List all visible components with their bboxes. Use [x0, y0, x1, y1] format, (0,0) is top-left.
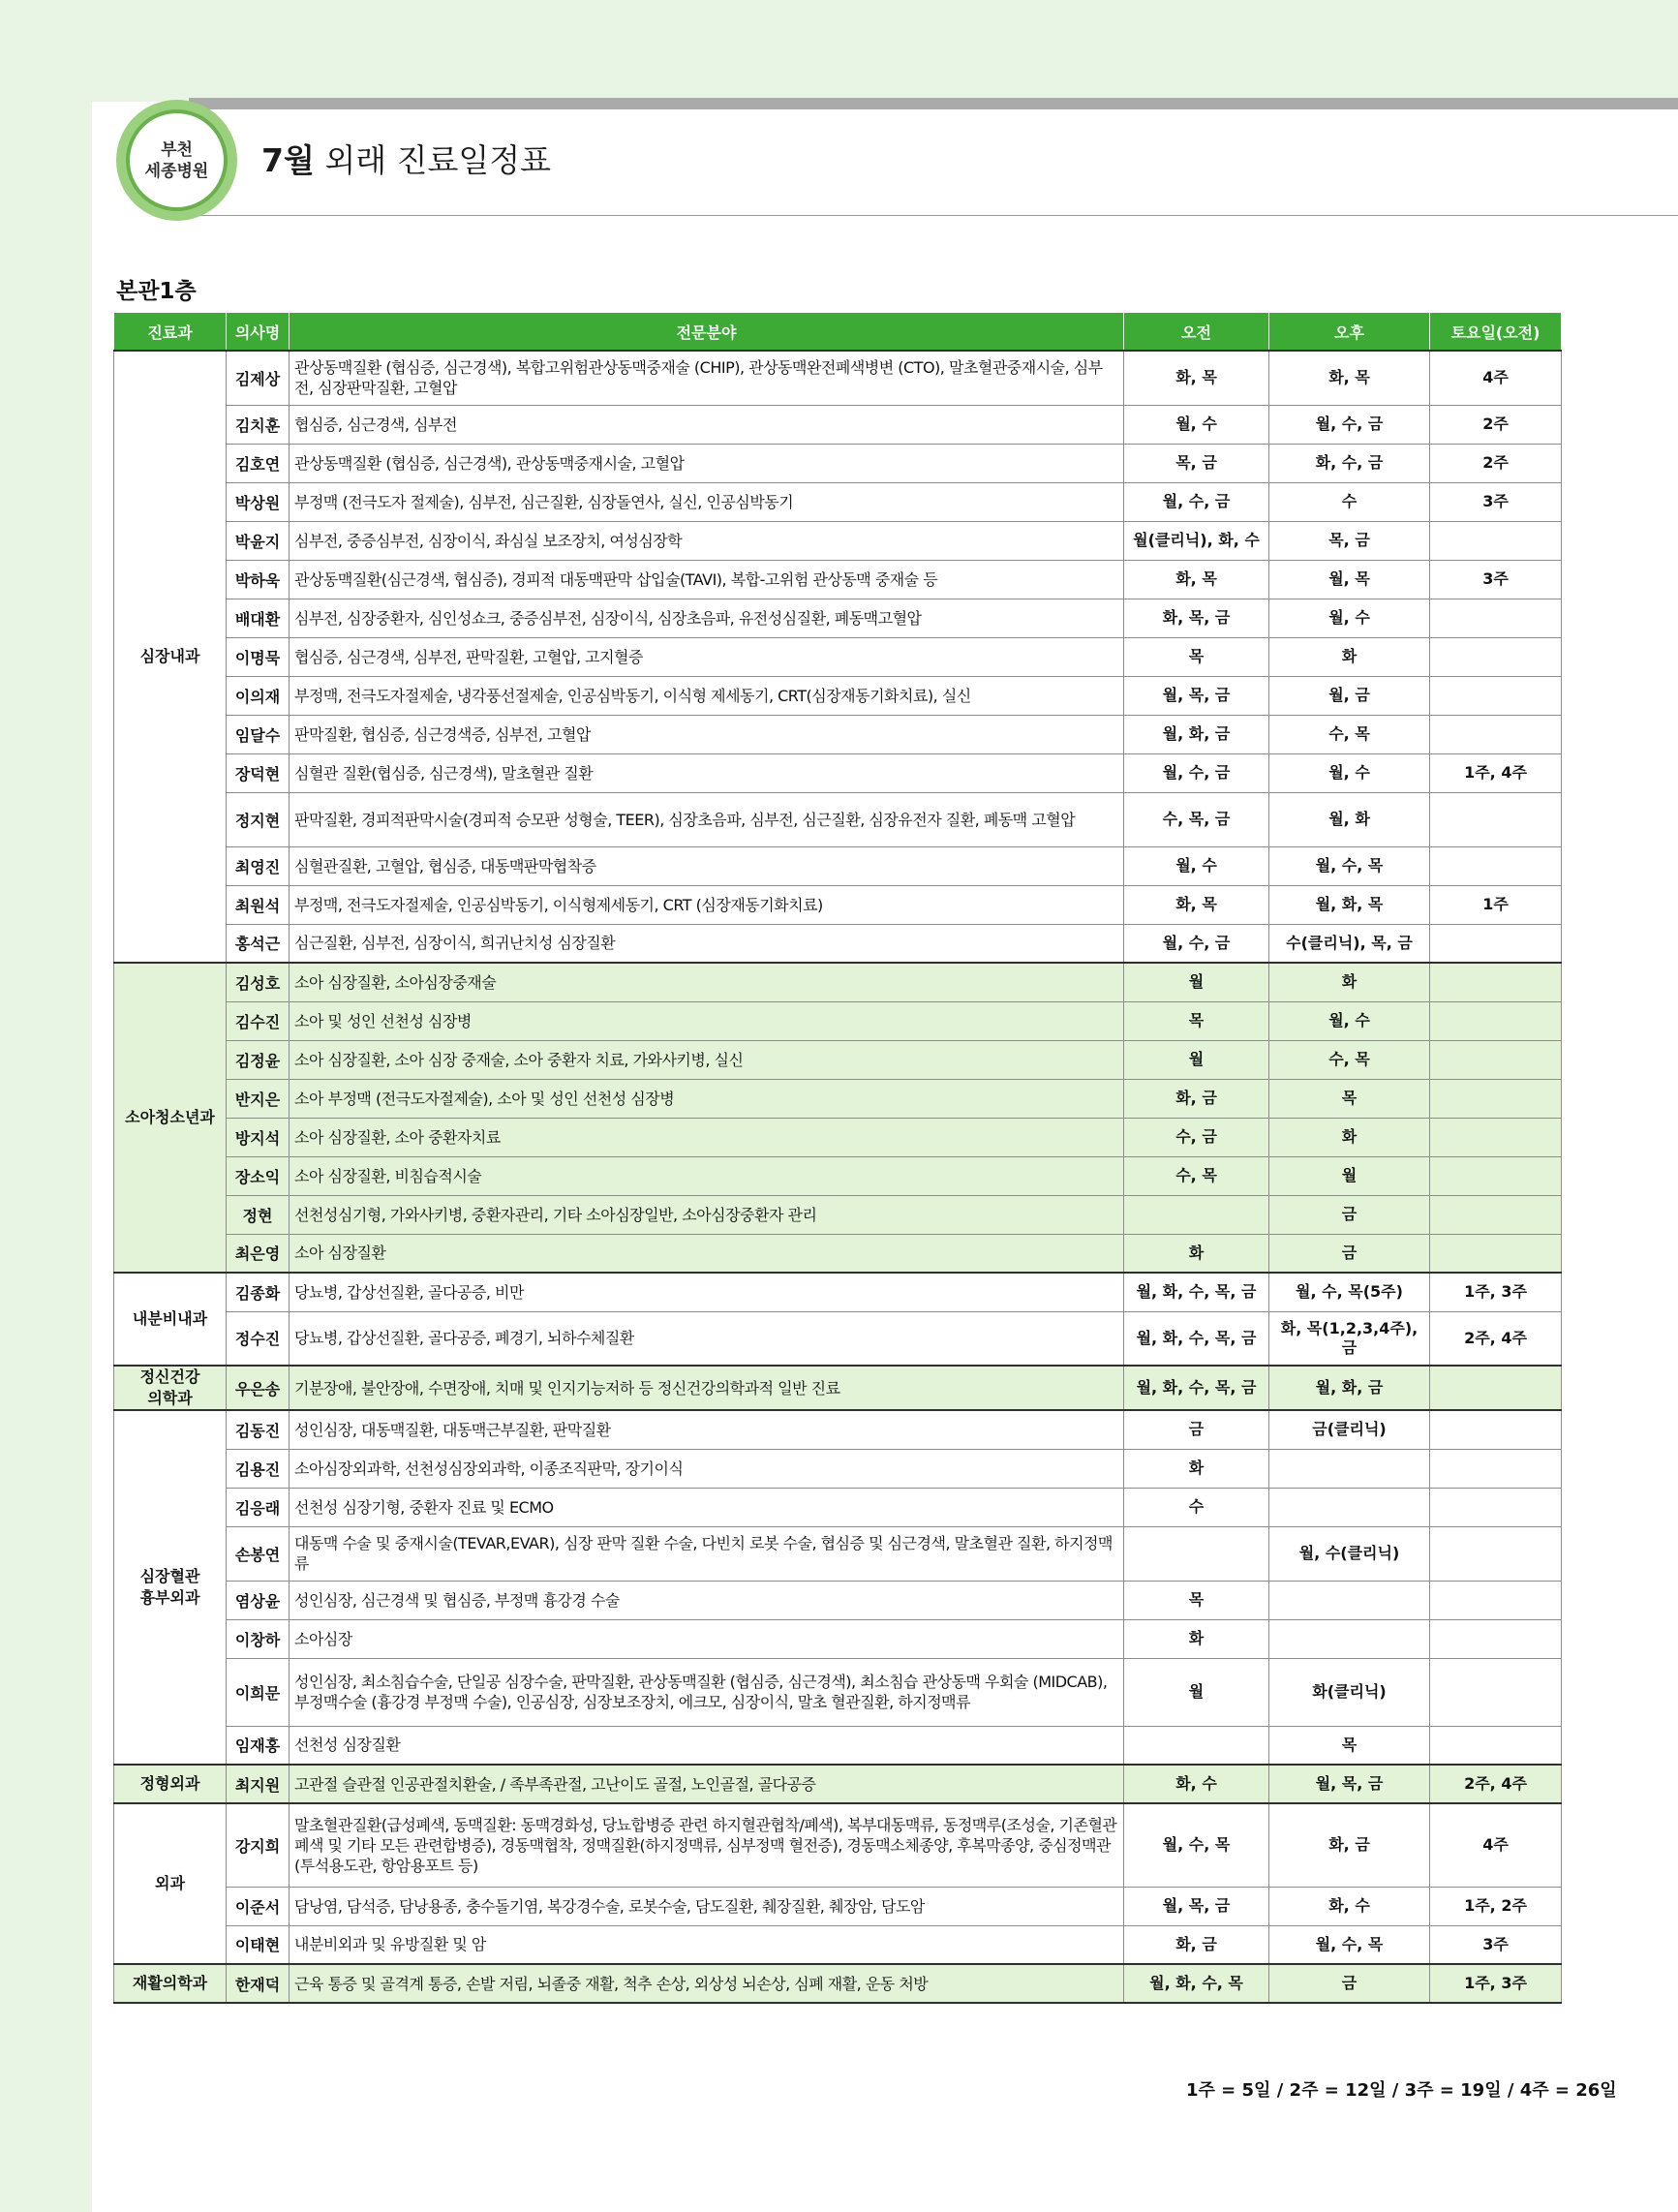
doctor-name: 최영진: [227, 846, 290, 885]
doctor-name: 김수진: [227, 1001, 290, 1040]
specialty-text: 성인심장, 최소침습수술, 단일공 심장수술, 판막질환, 관상동맥질환 (협심증, 심근경색), 최소침습 관상동맥 우회술 (MIDCAB), 부정맥수술 (흉강경 부정맥 수술), 인공심장, 심장보조장치, 에크모, 심장이식, 말초 혈관질환, 하지정맥류: [290, 1658, 1124, 1726]
specialty-text: 말초혈관질환(급성폐색, 동맥질환: 동맥경화성, 당뇨합병증 관련 하지혈관협착/폐색), 복부대동맥류, 동정맥루(조성술, 기존혈관폐색 및 기타 모든 관련합병증), 경동맥협착, 정맥질환(하지정맥류, 심부정맥 혈전증), 경동맥소체종양, 후복막종양, 중심정맥관(투석용도관, 항암용포트 등): [290, 1803, 1124, 1887]
specialty-text: 부정맥, 전극도자절제술, 냉각풍선절제술, 인공심박동기, 이식형 제세동기, CRT(심장재동기화치료), 실신: [290, 676, 1124, 715]
table-row: [114, 1581, 1562, 1619]
saturday-weeks: [1430, 1118, 1562, 1156]
am-days: 화, 수: [1124, 1765, 1269, 1803]
saturday-weeks: 3주: [1430, 482, 1562, 521]
pm-days: 월, 수, 목: [1269, 846, 1430, 885]
am-days: 월: [1124, 963, 1269, 1001]
table-row: [114, 599, 1562, 637]
am-days: 월(클리닉), 화, 수: [1124, 521, 1269, 560]
pm-days: 월, 화: [1269, 792, 1430, 846]
specialty-text: 소아 및 성인 선천성 심장병: [290, 1001, 1124, 1040]
saturday-weeks: [1430, 715, 1562, 753]
saturday-weeks: 2주: [1430, 405, 1562, 444]
pm-days: 목, 금: [1269, 521, 1430, 560]
doctor-name: 김성호: [227, 963, 290, 1001]
table-row: [114, 1366, 1562, 1410]
pm-days: 목: [1269, 1726, 1430, 1765]
table-row: [114, 676, 1562, 715]
specialty-text: 성인심장, 심근경색 및 협심증, 부정맥 흉강경 수술: [290, 1581, 1124, 1619]
table-header-row: [114, 313, 1562, 352]
pm-days: 월, 화, 금: [1269, 1366, 1430, 1410]
pm-days: 월, 수, 금: [1269, 405, 1430, 444]
table-row: [114, 1079, 1562, 1118]
specialty-text: 소아심장외과학, 선천성심장외과학, 이종조직판막, 장기이식: [290, 1449, 1124, 1488]
table-row: [114, 444, 1562, 482]
table-row: [114, 924, 1562, 963]
am-days: 월, 목, 금: [1124, 1887, 1269, 1925]
am-days: 금: [1124, 1410, 1269, 1449]
am-days: 화: [1124, 1234, 1269, 1273]
table-row: [114, 1311, 1562, 1366]
dept-cell: [114, 1366, 227, 1410]
table-row: [114, 1410, 1562, 1449]
doctor-name: 임달수: [227, 715, 290, 753]
am-days: [1124, 1726, 1269, 1765]
pm-days: 월, 수: [1269, 753, 1430, 792]
dept-cell: [114, 1273, 227, 1366]
pm-days: 월, 수, 목: [1269, 1925, 1430, 1964]
saturday-weeks: [1430, 1581, 1562, 1619]
header-divider: [189, 215, 1678, 216]
pm-days: [1269, 1449, 1430, 1488]
specialty-text: 심혈관질환, 고혈압, 협심증, 대동맥판막협착증: [290, 846, 1124, 885]
dept-cell: [114, 1765, 227, 1803]
saturday-weeks: 3주: [1430, 560, 1562, 599]
table-row: [114, 1887, 1562, 1925]
hospital-badge: [116, 100, 237, 221]
am-days: 월, 수: [1124, 405, 1269, 444]
doctor-name: 김동진: [227, 1410, 290, 1449]
title-rest: 외래 진료일정표: [314, 141, 551, 179]
specialty-text: 관상동맥질환 (협심증, 심근경색), 관상동맥중재시술, 고혈압: [290, 444, 1124, 482]
specialty-text: 소아 심장질환, 소아 중환자치료: [290, 1118, 1124, 1156]
pm-days: 화, 금: [1269, 1803, 1430, 1887]
pm-days: 화: [1269, 637, 1430, 676]
doctor-name: 최지원: [227, 1765, 290, 1803]
header-bar: [189, 98, 1678, 109]
doctor-name: 정지현: [227, 792, 290, 846]
hospital-name-line2: 세종병원: [144, 161, 209, 181]
saturday-weeks: 4주: [1430, 1803, 1562, 1887]
specialty-text: 기분장애, 불안장애, 수면장애, 치매 및 인지기능저하 등 정신건강의학과적 일반 진료: [290, 1366, 1124, 1410]
specialty-text: 대동맥 수술 및 중재시술(TEVAR,EVAR), 심장 판막 질환 수술, 다빈치 로봇 수술, 협심증 및 심근경색, 말초혈관 질환, 하지정맥류: [290, 1526, 1124, 1581]
table-row: [114, 1488, 1562, 1526]
saturday-weeks: 1주: [1430, 885, 1562, 924]
am-days: 수, 금: [1124, 1118, 1269, 1156]
table-row: [114, 1001, 1562, 1040]
doctor-name: 김치훈: [227, 405, 290, 444]
specialty-text: 선천성 심장기형, 중환자 진료 및 ECMO: [290, 1488, 1124, 1526]
table-row: [114, 1765, 1562, 1803]
specialty-text: 협심증, 심근경색, 심부전, 판막질환, 고혈압, 고지혈증: [290, 637, 1124, 676]
saturday-weeks: 1주, 4주: [1430, 753, 1562, 792]
table-row: [114, 1040, 1562, 1079]
table-row: [114, 1726, 1562, 1765]
saturday-weeks: [1430, 1234, 1562, 1273]
pm-days: [1269, 1488, 1430, 1526]
title-month: 7월: [261, 141, 315, 179]
pm-days: 월, 목, 금: [1269, 1765, 1430, 1803]
am-days: 화, 목: [1124, 351, 1269, 405]
pm-days: 월, 수(클리닉): [1269, 1526, 1430, 1581]
page-title: [261, 136, 551, 181]
pm-days: 월: [1269, 1156, 1430, 1195]
pm-days: 화, 수, 금: [1269, 444, 1430, 482]
doctor-name: 김제상: [227, 351, 290, 405]
header-am: 오전: [1124, 313, 1269, 352]
doctor-name: 반지은: [227, 1079, 290, 1118]
dept-name: 정형외과: [139, 1774, 200, 1793]
dept-name: 정신건강: [139, 1367, 200, 1386]
pm-days: [1269, 1619, 1430, 1658]
table-row: [114, 1526, 1562, 1581]
saturday-weeks: [1430, 1195, 1562, 1234]
table-row: [114, 1156, 1562, 1195]
saturday-weeks: [1430, 1410, 1562, 1449]
pm-days: 월, 화, 목: [1269, 885, 1430, 924]
table-row: [114, 1803, 1562, 1887]
specialty-text: 고관절 슬관절 인공관절치환술, / 족부족관절, 고난이도 골절, 노인골절, 골다공증: [290, 1765, 1124, 1803]
doctor-name: 이준서: [227, 1887, 290, 1925]
specialty-text: 심부전, 중증심부전, 심장이식, 좌심실 보조장치, 여성심장학: [290, 521, 1124, 560]
table-row: [114, 637, 1562, 676]
saturday-weeks: [1430, 1619, 1562, 1658]
table-row: [114, 1449, 1562, 1488]
am-days: 월, 화, 금: [1124, 715, 1269, 753]
doctor-name: 방지석: [227, 1118, 290, 1156]
am-days: [1124, 1195, 1269, 1234]
pm-days: 화, 목: [1269, 351, 1430, 405]
saturday-weeks: [1430, 1449, 1562, 1488]
specialty-text: 소아 부정맥 (전극도자절제술), 소아 및 성인 선천성 심장병: [290, 1079, 1124, 1118]
am-days: 화: [1124, 1619, 1269, 1658]
doctor-name: 염상윤: [227, 1581, 290, 1619]
am-days: 월, 수, 금: [1124, 924, 1269, 963]
saturday-weeks: [1430, 599, 1562, 637]
dept-cell: [114, 1410, 227, 1765]
pm-days: 화, 수: [1269, 1887, 1430, 1925]
dept-cell: [114, 1803, 227, 1964]
saturday-weeks: [1430, 792, 1562, 846]
doctor-name: 박하욱: [227, 560, 290, 599]
am-days: 화: [1124, 1449, 1269, 1488]
header-saturday: 토요일(오전): [1430, 313, 1562, 352]
am-days: 수, 목: [1124, 1156, 1269, 1195]
table-row: [114, 521, 1562, 560]
am-days: 월, 수, 금: [1124, 482, 1269, 521]
table-row: [114, 1273, 1562, 1311]
dept-name: 흉부외과: [139, 1588, 200, 1607]
dept-name: 심장내과: [139, 647, 200, 665]
dept-cell: [114, 963, 227, 1273]
saturday-weeks: [1430, 1040, 1562, 1079]
dept-name: 의학과: [147, 1389, 193, 1407]
specialty-text: 소아 심장질환, 소아심장중재술: [290, 963, 1124, 1001]
dept-name: 소아청소년과: [125, 1108, 215, 1126]
saturday-weeks: [1430, 1079, 1562, 1118]
doctor-name: 이희문: [227, 1658, 290, 1726]
table-row: [114, 846, 1562, 885]
am-days: 목, 금: [1124, 444, 1269, 482]
doctor-name: 손봉연: [227, 1526, 290, 1581]
header-doctor: 의사명: [227, 313, 290, 352]
pm-days: 화(클리닉): [1269, 1658, 1430, 1726]
dept-cell: [114, 351, 227, 963]
am-days: 화, 금: [1124, 1079, 1269, 1118]
saturday-weeks: [1430, 924, 1562, 963]
doctor-name: 이창하: [227, 1619, 290, 1658]
saturday-weeks: [1430, 1526, 1562, 1581]
am-days: 목: [1124, 1581, 1269, 1619]
dept-cell: [114, 1964, 227, 2003]
week-footnote: 1주 = 5일 / 2주 = 12일 / 3주 = 19일 / 4주 = 26일: [1186, 2080, 1617, 2101]
table-row: [114, 753, 1562, 792]
saturday-weeks: 2주, 4주: [1430, 1765, 1562, 1803]
pm-days: 화: [1269, 1118, 1430, 1156]
specialty-text: 성인심장, 대동맥질환, 대동맥근부질환, 판막질환: [290, 1410, 1124, 1449]
section-heading: 본관1층: [116, 279, 197, 304]
am-days: 화, 금: [1124, 1925, 1269, 1964]
saturday-weeks: [1430, 1658, 1562, 1726]
doctor-name: 우은송: [227, 1366, 290, 1410]
am-days: 월, 화, 수, 목, 금: [1124, 1311, 1269, 1366]
am-days: 월, 화, 수, 목: [1124, 1964, 1269, 2003]
saturday-weeks: [1430, 1156, 1562, 1195]
table-row: [114, 1118, 1562, 1156]
am-days: 월, 목, 금: [1124, 676, 1269, 715]
hospital-name-line1: 부천: [161, 139, 193, 160]
doctor-name: 최은영: [227, 1234, 290, 1273]
saturday-weeks: [1430, 1488, 1562, 1526]
doctor-name: 김종화: [227, 1273, 290, 1311]
doctor-name: 이태현: [227, 1925, 290, 1964]
doctor-name: 김정윤: [227, 1040, 290, 1079]
pm-days: 화, 목(1,2,3,4주), 금: [1269, 1311, 1430, 1366]
table-row: [114, 560, 1562, 599]
specialty-text: 소아 심장질환, 비침습적시술: [290, 1156, 1124, 1195]
pm-days: 화: [1269, 963, 1430, 1001]
pm-days: [1269, 1581, 1430, 1619]
table-row: [114, 405, 1562, 444]
am-days: 월: [1124, 1040, 1269, 1079]
header-specialty: 전문분야: [290, 313, 1124, 352]
am-days: 화, 목, 금: [1124, 599, 1269, 637]
doctor-name: 이명묵: [227, 637, 290, 676]
specialty-text: 판막질환, 협심증, 심근경색증, 심부전, 고혈압: [290, 715, 1124, 753]
specialty-text: 내분비외과 및 유방질환 및 암: [290, 1925, 1124, 1964]
am-days: 월, 수: [1124, 846, 1269, 885]
specialty-text: 부정맥, 전극도자절제술, 인공심박동기, 이식형제세동기, CRT (심장재동기화치료): [290, 885, 1124, 924]
table-row: [114, 1619, 1562, 1658]
am-days: 월, 화, 수, 목, 금: [1124, 1273, 1269, 1311]
saturday-weeks: [1430, 521, 1562, 560]
pm-days: 월, 수: [1269, 1001, 1430, 1040]
am-days: 목: [1124, 637, 1269, 676]
pm-days: 수(클리닉), 목, 금: [1269, 924, 1430, 963]
am-days: 화, 목: [1124, 885, 1269, 924]
doctor-name: 정수진: [227, 1311, 290, 1366]
doctor-name: 강지희: [227, 1803, 290, 1887]
table-row: [114, 1195, 1562, 1234]
specialty-text: 심근질환, 심부전, 심장이식, 희귀난치성 심장질환: [290, 924, 1124, 963]
pm-days: 목: [1269, 1079, 1430, 1118]
doctor-name: 이의재: [227, 676, 290, 715]
doctor-name: 홍석근: [227, 924, 290, 963]
saturday-weeks: [1430, 637, 1562, 676]
table-row: [114, 1234, 1562, 1273]
am-days: 목: [1124, 1001, 1269, 1040]
pm-days: 월, 수: [1269, 599, 1430, 637]
specialty-text: 선천성심기형, 가와사키병, 중환자관리, 기타 소아심장일반, 소아심장중환자 관리: [290, 1195, 1124, 1234]
pm-days: 수: [1269, 482, 1430, 521]
specialty-text: 소아심장: [290, 1619, 1124, 1658]
am-days: 월, 수, 금: [1124, 753, 1269, 792]
table-row: [114, 885, 1562, 924]
saturday-weeks: [1430, 676, 1562, 715]
saturday-weeks: 1주, 3주: [1430, 1964, 1562, 2003]
doctor-name: 임재홍: [227, 1726, 290, 1765]
am-days: [1124, 1526, 1269, 1581]
doctor-name: 박윤지: [227, 521, 290, 560]
am-days: 화, 목: [1124, 560, 1269, 599]
doctor-name: 김응래: [227, 1488, 290, 1526]
doctor-name: 배대환: [227, 599, 290, 637]
table-row: [114, 715, 1562, 753]
table-row: [114, 1925, 1562, 1964]
saturday-weeks: 1주, 3주: [1430, 1273, 1562, 1311]
doctor-name: 김호연: [227, 444, 290, 482]
saturday-weeks: 2주: [1430, 444, 1562, 482]
doctor-name: 박상원: [227, 482, 290, 521]
pm-days: 금: [1269, 1195, 1430, 1234]
specialty-text: 관상동맥질환(심근경색, 협심증), 경피적 대동맥판막 삽입술(TAVI), 복합-고위험 관상동맥 중재술 등: [290, 560, 1124, 599]
doctor-name: 최원석: [227, 885, 290, 924]
hospital-badge-inner: [126, 109, 228, 211]
specialty-text: 근육 통증 및 골격계 통증, 손발 저림, 뇌졸중 재활, 척추 손상, 외상성 뇌손상, 심폐 재활, 운동 처방: [290, 1964, 1124, 2003]
table-row: [114, 963, 1562, 1001]
am-days: 월: [1124, 1658, 1269, 1726]
doctor-name: 장소익: [227, 1156, 290, 1195]
am-days: 월, 수, 목: [1124, 1803, 1269, 1887]
specialty-text: 당뇨병, 갑상선질환, 골다공증, 비만: [290, 1273, 1124, 1311]
specialty-text: 심부전, 심장중환자, 심인성쇼크, 중증심부전, 심장이식, 심장초음파, 유전성심질환, 폐동맥고혈압: [290, 599, 1124, 637]
pm-days: 월, 수, 목(5주): [1269, 1273, 1430, 1311]
dept-name: 내분비내과: [132, 1309, 208, 1328]
table-row: [114, 482, 1562, 521]
am-days: 월, 화, 수, 목, 금: [1124, 1366, 1269, 1410]
dept-name: 심장혈관: [139, 1567, 200, 1585]
doctor-name: 한재덕: [227, 1964, 290, 2003]
specialty-text: 협심증, 심근경색, 심부전: [290, 405, 1124, 444]
dept-name: 외과: [155, 1874, 185, 1892]
pm-days: 월, 목: [1269, 560, 1430, 599]
saturday-weeks: [1430, 1366, 1562, 1410]
saturday-weeks: [1430, 1001, 1562, 1040]
pm-days: 금: [1269, 1964, 1430, 2003]
am-days: 수: [1124, 1488, 1269, 1526]
specialty-text: 담낭염, 담석증, 담낭용종, 충수돌기염, 복강경수술, 로봇수술, 담도질환, 췌장질환, 췌장암, 담도암: [290, 1887, 1124, 1925]
header-pm: 오후: [1269, 313, 1430, 352]
specialty-text: 관상동맥질환 (협심증, 심근경색), 복합고위험관상동맥중재술 (CHIP), 관상동맥완전폐색병변 (CTO), 말초혈관중재시술, 심부전, 심장판막질환, 고혈압: [290, 351, 1124, 405]
table-row: [114, 1964, 1562, 2003]
specialty-text: 소아 심장질환: [290, 1234, 1124, 1273]
pm-days: 수, 목: [1269, 715, 1430, 753]
saturday-weeks: [1430, 963, 1562, 1001]
specialty-text: 당뇨병, 갑상선질환, 골다공증, 폐경기, 뇌하수체질환: [290, 1311, 1124, 1366]
saturday-weeks: 2주, 4주: [1430, 1311, 1562, 1366]
am-days: 수, 목, 금: [1124, 792, 1269, 846]
specialty-text: 부정맥 (전극도자 절제술), 심부전, 심근질환, 심장돌연사, 실신, 인공심박동기: [290, 482, 1124, 521]
saturday-weeks: [1430, 1726, 1562, 1765]
specialty-text: 심혈관 질환(협심증, 심근경색), 말초혈관 질환: [290, 753, 1124, 792]
specialty-text: 판막질환, 경피적판막시술(경피적 승모판 성형술, TEER), 심장초음파, 심부전, 심근질환, 심장유전자 질환, 폐동맥 고혈압: [290, 792, 1124, 846]
schedule-table: [113, 312, 1562, 2004]
pm-days: 월, 금: [1269, 676, 1430, 715]
pm-days: 금: [1269, 1234, 1430, 1273]
pm-days: 수, 목: [1269, 1040, 1430, 1079]
doctor-name: 정현: [227, 1195, 290, 1234]
table-row: [114, 1658, 1562, 1726]
saturday-weeks: 3주: [1430, 1925, 1562, 1964]
pm-days: 금(클리닉): [1269, 1410, 1430, 1449]
specialty-text: 소아 심장질환, 소아 심장 중재술, 소아 중환자 치료, 가와사키병, 실신: [290, 1040, 1124, 1079]
saturday-weeks: 1주, 2주: [1430, 1887, 1562, 1925]
doctor-name: 김용진: [227, 1449, 290, 1488]
doctor-name: 장덕현: [227, 753, 290, 792]
saturday-weeks: 4주: [1430, 351, 1562, 405]
specialty-text: 선천성 심장질환: [290, 1726, 1124, 1765]
dept-name: 재활의학과: [132, 1974, 208, 1992]
saturday-weeks: [1430, 846, 1562, 885]
table-row: [114, 792, 1562, 846]
header-dept: 진료과: [114, 313, 227, 352]
table-row: [114, 351, 1562, 405]
